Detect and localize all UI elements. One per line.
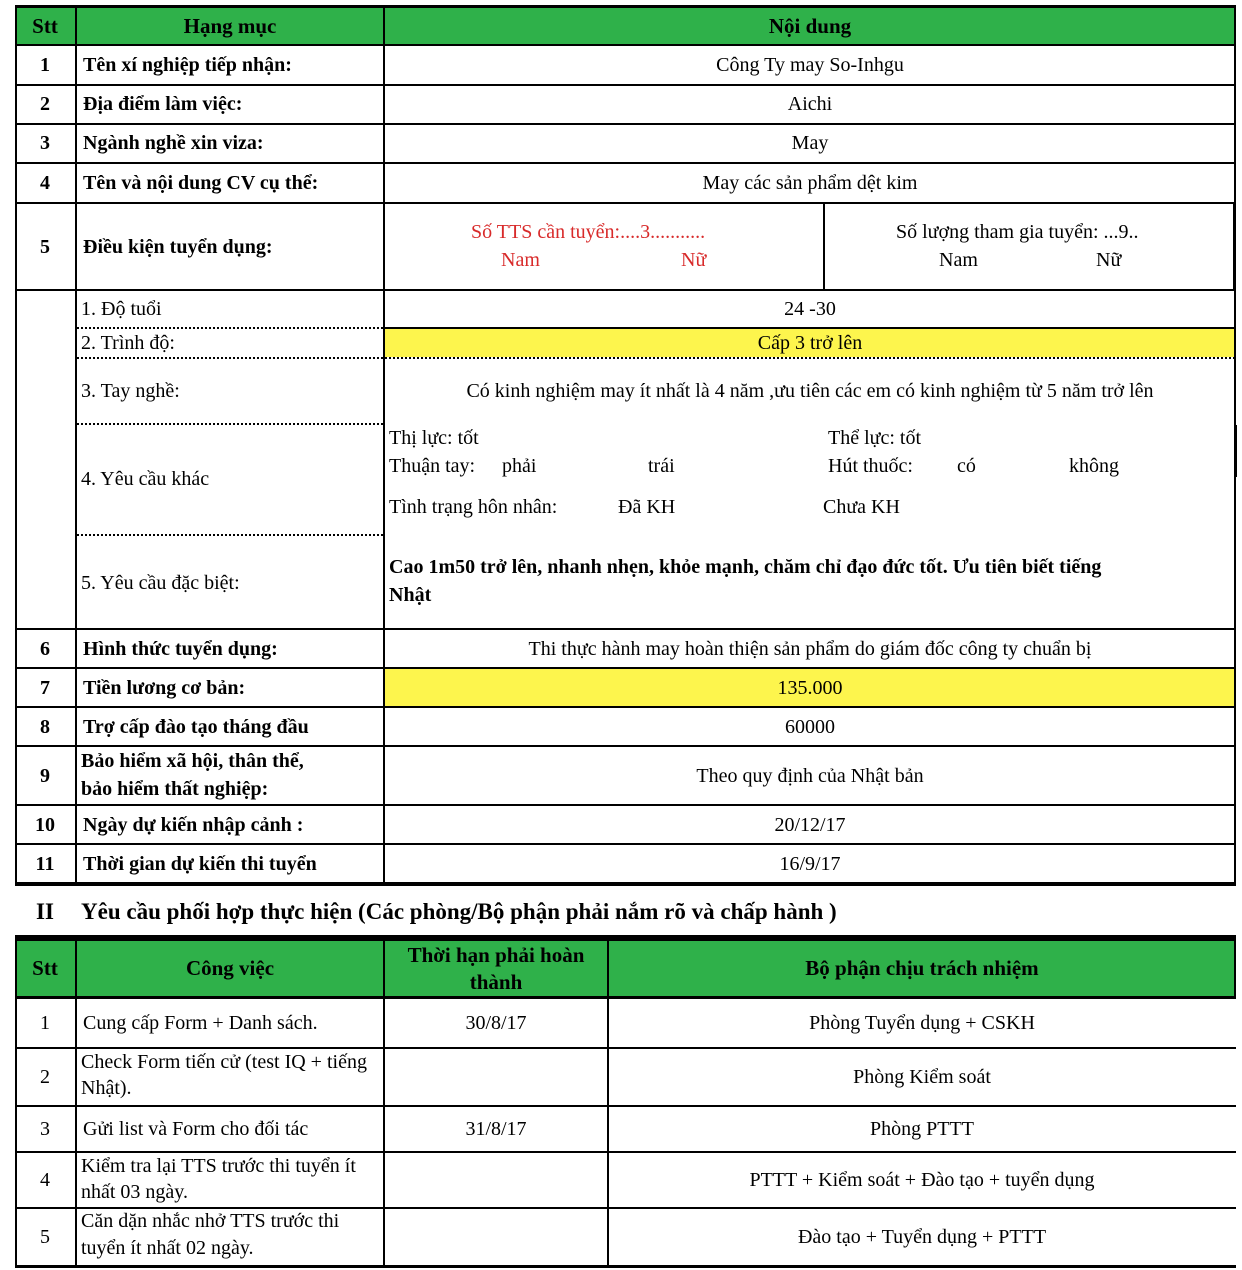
section2-title: Yêu cầu phối hợp thực hiện (Các phòng/Bộ phận phải nắm rõ và chấp hành ) [81,899,837,924]
hand-left: trái [648,455,675,477]
special-req-line1: Cao 1m50 trở lên, nhanh nhẹn, khỏe mạnh, chăm chỉ đạo đức tốt. Ưu tiên biết tiếng [389,556,1102,578]
row10-stt: 10 [35,813,55,836]
tts-female: Nữ [681,249,707,271]
t2-row3-task: Gửi list và Form cho đối tác [83,1117,309,1140]
row3-value: May [791,132,829,154]
t2-row3-stt: 3 [40,1117,50,1140]
tts-male: Nam [501,249,540,271]
special-req-label: 5. Yêu cầu đặc biệt: [81,572,240,594]
row8-value: 60000 [785,715,835,738]
row10-value: 20/12/17 [774,813,846,836]
t2-row1-deadline: 30/8/17 [465,1011,527,1034]
tts-needed: Số TTS cần tuyển:....3........... [471,221,706,243]
header-content: Nội dung [768,13,852,38]
t2-row5-dept: Đào tạo + Tuyển dụng + PTTT [797,1225,1047,1248]
row7-label: Tiền lương cơ bản: [83,676,246,699]
row2-value: Aichi [787,93,833,115]
row9-label-line2: bảo hiểm thất nghiệp: [81,778,269,800]
t2-row4-task-line1: Kiểm tra lại TTS trước thi tuyển ít [81,1155,356,1177]
age-value: 24 -30 [784,297,836,320]
t2-row4-dept: PTTT + Kiểm soát + Đào tạo + tuyển dụng [749,1168,1095,1191]
row2-stt: 2 [40,93,50,115]
row11-value: 16/9/17 [779,852,841,875]
other-req-label: 4. Yêu cầu khác [81,468,210,490]
skill-label: 3. Tay nghề: [81,380,180,402]
t2-row3-deadline: 31/8/17 [465,1117,527,1140]
row4-stt: 4 [40,171,50,194]
special-req-line2: Nhật [389,584,432,606]
participants-female: Nữ [1096,249,1122,271]
row9-value: Theo quy định của Nhật bản [696,764,924,787]
t2-header-deadline-line2: thành [469,970,523,994]
header-stt: Stt [32,13,58,38]
t2-row1-task: Cung cấp Form + Danh sách. [83,1011,318,1034]
row7-stt: 7 [40,676,50,699]
marital-label: Tình trạng hôn nhân: [389,496,558,518]
row9-label-line1: Bảo hiểm xã hội, thân thể, [81,750,304,772]
row9-stt: 9 [40,764,50,787]
row5-label: Điều kiện tuyển dụng: [83,235,273,258]
row3-label: Ngành nghề xin viza: [83,132,264,154]
row6-stt: 6 [40,637,50,660]
row10-label: Ngày dự kiến nhập cảnh : [83,813,304,836]
row8-stt: 8 [40,715,50,738]
t2-header-stt: Stt [32,956,58,980]
t2-row5-task-line2: tuyển ít nhất 02 ngày. [81,1237,254,1259]
row11-stt: 11 [35,852,55,875]
row11-label: Thời gian dự kiến thi tuyển [83,852,317,875]
row1-stt: 1 [40,54,50,76]
education-value: Cấp 3 trở lên [385,329,1235,357]
row4-value: May các sản phẩm dệt kim [702,171,918,194]
row6-value: Thi thực hành may hoàn thiện sản phẩm do giám đốc công ty chuẩn bị [528,637,1092,660]
row3-stt: 3 [40,132,50,154]
eyesight: Thị lực: tốt [389,427,479,449]
education-label: 2. Trình độ: [81,332,175,354]
participants-male: Nam [939,249,978,271]
t2-row2-task-line1: Check Form tiến cử (test IQ + tiếng [81,1051,367,1073]
row6-label: Hình thức tuyển dụng: [83,637,278,660]
row5-stt: 5 [40,235,50,258]
t2-row2-task-line2: Nhật). [81,1077,132,1099]
row1-value: Công Ty may So-Inhgu [716,54,904,76]
row1-label: Tên xí nghiệp tiếp nhận: [83,54,292,76]
fitness: Thể lực: tốt [828,427,922,449]
t2-row4-stt: 4 [40,1168,50,1191]
t2-row5-task-line1: Căn dặn nhắc nhở TTS trước thi [81,1210,340,1232]
t2-header-task: Công việc [185,956,275,980]
t2-row4-task-line2: nhất 03 ngày. [81,1181,189,1203]
t2-row2-stt: 2 [40,1065,50,1088]
salary-value: 135.000 [385,669,1235,707]
t2-header-deadline-line1: Thời hạn phải hoàn [407,943,585,967]
t2-row2-dept: Phòng Kiểm soát [853,1065,991,1088]
age-label: 1. Độ tuổi [81,298,162,320]
row2-label: Địa điểm làm việc: [83,93,243,115]
header-category: Hạng mục [183,13,277,38]
t2-row1-dept: Phòng Tuyển dụng + CSKH [809,1011,1035,1034]
row4-label: Tên và nội dung CV cụ thể: [83,171,319,194]
marital-single: Chưa KH [823,496,900,518]
skill-value: Có kinh nghiệm may ít nhất là 4 năm ,ưu tiên các em có kinh nghiệm từ 5 năm trở lên [466,379,1154,402]
row8-label: Trợ cấp đào tạo tháng đầu [83,715,309,738]
smoke-label: Hút thuốc: [828,455,913,477]
hand-right: phải [502,455,537,477]
marital-married: Đã KH [618,496,676,518]
section2-number: II [36,899,54,924]
t2-row5-stt: 5 [40,1225,50,1248]
hand-label: Thuận tay: [389,455,476,477]
t2-row3-dept: Phòng PTTT [870,1117,974,1140]
t2-header-dept: Bộ phận chịu trách nhiệm [805,956,1039,980]
participants-count: Số lượng tham gia tuyển: ...9.. [896,221,1139,243]
t2-row1-stt: 1 [40,1011,50,1034]
smoke-no: không [1069,455,1119,477]
smoke-yes: có [957,455,976,477]
